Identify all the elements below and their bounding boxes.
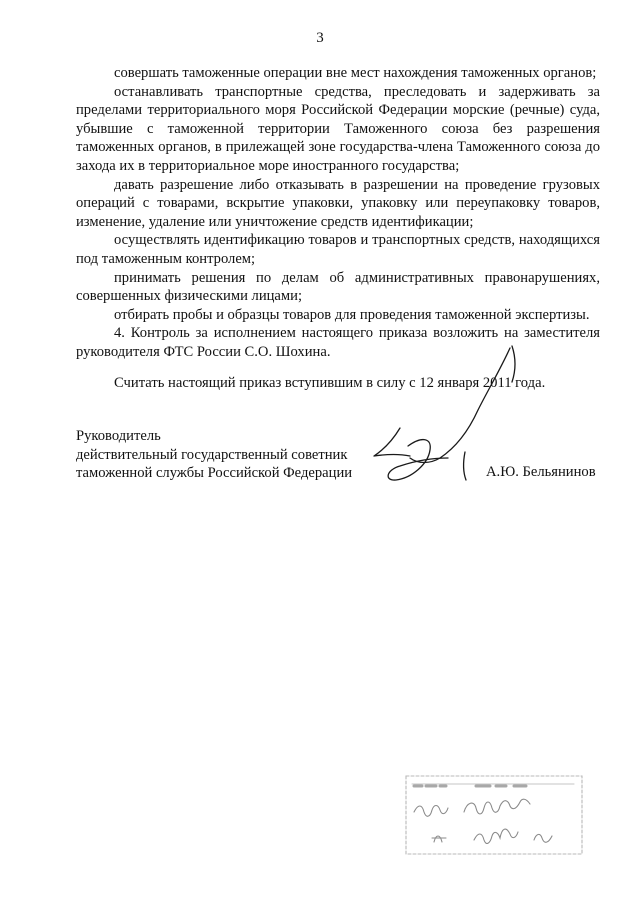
signatory-title	[76, 427, 352, 483]
paragraph-customs-operations: совершать таможенные операции вне мест нахождения таможенных органов;	[114, 65, 597, 81]
paragraph-samples: отбирать пробы и образцы товаров для проведения таможенной экспертизы.	[114, 306, 590, 323]
effective-date-statement: Считать настоящий приказ вступившим в силу с 12 января 2011 года.	[114, 375, 546, 391]
signatory-title-line: действительный государственный советник	[76, 446, 348, 463]
document-body	[76, 64, 600, 362]
signatory-title-line: Руководитель	[76, 428, 161, 444]
paragraph-administrative-decisions: принимать решения по делам об административных правонарушениях, совершенных физическими лицами;	[76, 269, 600, 305]
paragraph-identification: осуществлять идентификацию товаров и транспортных средств, находящихся под таможенным контролем;	[76, 232, 600, 267]
paragraph-stop-vehicles: останавливать транспортные средства, преследовать и задерживать за пределами территориального моря Российской Федерации морские (речные) суда, убывшие с таможенной территории Таможенного союза без разрешения таможенных органов, в прилежащей зоне государства-члена Таможенного союза до захода их в территориальное море иностранного государства;	[76, 83, 600, 174]
paragraph-control: 4. Контроль за исполнением настоящего приказа возложить на заместителя руководителя ФТС России С.О. Шохина.	[76, 325, 600, 360]
signatory-name: А.Ю. Бельянинов	[486, 464, 596, 480]
handwritten-stamp-icon	[404, 772, 584, 858]
paragraph-cargo-operations: давать разрешение либо отказывать в разрешении на проведение грузовых операций с товарами, вскрытие упаковки, упаковку или переупаковку товаров, изменение, удаление или уничтожение средств идентификации;	[76, 176, 600, 230]
page-number: 3	[316, 30, 324, 46]
signatory-title-line: таможенной службы Российской Федерации	[76, 465, 353, 482]
handwritten-signature-icon	[360, 340, 540, 490]
